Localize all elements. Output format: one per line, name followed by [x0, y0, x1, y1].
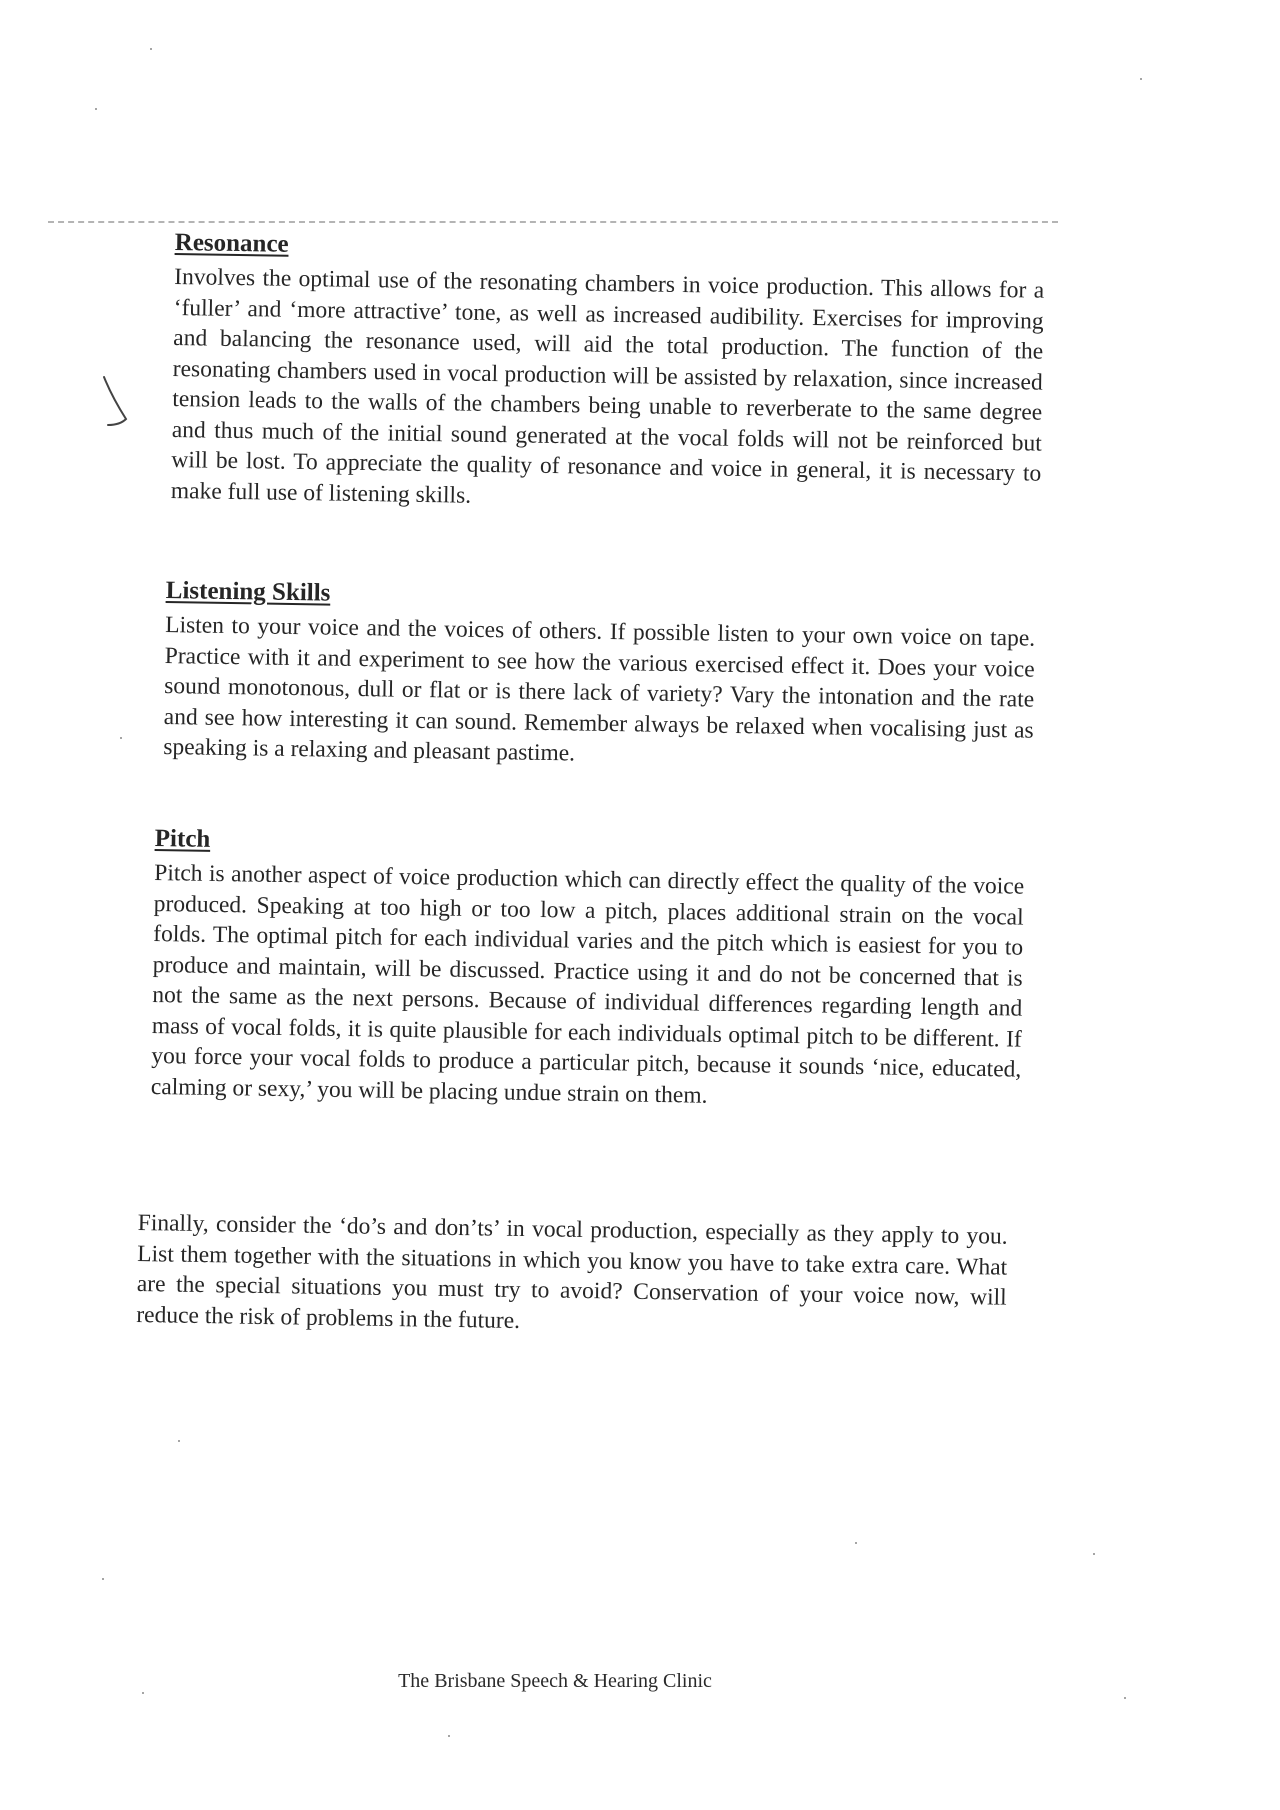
scan-speck	[1140, 78, 1142, 80]
scan-speck	[448, 1735, 450, 1737]
scan-speck	[95, 108, 97, 110]
scan-speck	[1124, 1697, 1126, 1699]
section-body: Listen to your voice and the voices of others. If possible listen to your own voice on tape. Practice with it and experiment to see how the various exercised effect it. Does your voice sound monotonous, dull or flat or is there lack of variety? Vary the intonation and the rate and see how interesting it can sound. Remember always be relaxed when vocalising just as speaking is a relaxing and pleasant pastime.	[163, 611, 1036, 767]
scan-speck	[150, 48, 152, 50]
footer-clinic-name: The Brisbane Speech & Hearing Clinic	[398, 1670, 712, 1692]
scan-speck	[102, 1578, 104, 1580]
scan-speck	[855, 1542, 857, 1544]
section-body: Involves the optimal use of the resonating chambers in voice production. This allows for a ‘fuller’ and ‘more attractive’ tone, as well as increased audibility. Exercises for improving and balancing the resonance used, will aid the total production. The function of the resonating chambers used in vocal production will be assisted by relaxation, since increased tension leads to the walls of the chambers being unable to reverberate to the same degree and thus much of the initial sound generated at the vocal folds will not be reinforced but will be lost. To appreciate the quality of resonance and voice in general, it is necessary to make full use of listening skills.	[170, 263, 1045, 509]
section-listening-skills	[163, 576, 1036, 776]
closing-text: Finally, consider the ‘do’s and don’ts’ in vocal production, especially as they apply to you. List them together with the situations in which you know you have to take extra care. What are the special situations you must try to avoid? Conservation of your voice now, will reduce the risk of problems in the future.	[136, 1209, 1008, 1334]
scan-speck	[142, 1692, 144, 1694]
section-resonance	[171, 228, 1045, 520]
handwritten-bracket-mark	[100, 375, 132, 435]
scan-speck	[1093, 1553, 1095, 1555]
section-heading: Listening Skills	[165, 576, 331, 607]
section-pitch	[151, 824, 1025, 1116]
dashed-rule-divider	[48, 221, 1058, 223]
section-heading: Pitch	[154, 824, 211, 853]
scan-speck	[178, 1440, 180, 1442]
section-body: Pitch is another aspect of voice production which can directly effect the quality of the voice produced. Speaking at too high or too low a pitch, places additional strain on the vocal folds. The optimal pitch for each individual varies and the pitch which is easiest for you to produce and maintain, will be discussed. Practice using it and do not be concerned that is not the same as the next persons. Because of individual differences regarding length and mass of vocal folds, it is quite plausible for each individuals optimal pitch to be different. If you force your vocal folds to produce a particular pitch, because it sounds ‘nice, educated, calming or sexy,’ you will be placing undue strain on them.	[150, 859, 1025, 1109]
closing-paragraph	[136, 1208, 1008, 1344]
section-heading: Resonance	[174, 228, 289, 258]
scan-speck	[120, 737, 122, 739]
